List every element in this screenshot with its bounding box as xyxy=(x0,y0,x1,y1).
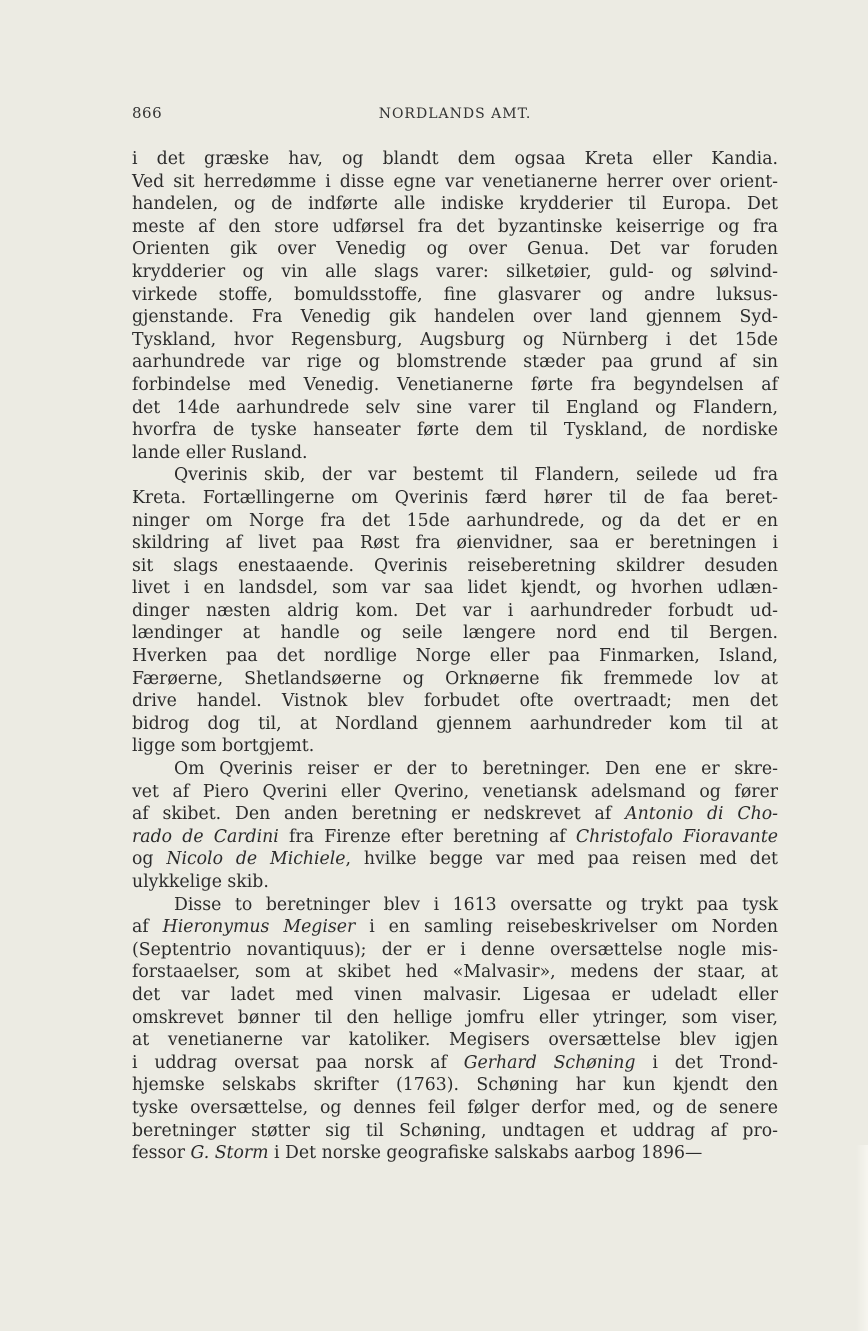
text-line: gjenstande. Fra Venedig gik handelen over land gjennem Syd- xyxy=(132,307,778,328)
text-line: i uddrag oversat paa norsk af Gerhard Schøning i det Trond- xyxy=(132,1052,778,1073)
text-line: Om Qverinis reiser er der to beretninger. Den ene er skre- xyxy=(174,759,778,780)
text-line: Hverken paa det nordlige Norge eller paa Finmarken, Island, xyxy=(132,646,778,667)
italic-name: Gerhard Schøning xyxy=(463,1052,636,1073)
text-line: Qverinis skib, der var bestemt til Flandern, seilede ud fra xyxy=(174,465,778,486)
italic-name: Hieronymus Megiser xyxy=(162,917,356,938)
text-line: livet i en landsdel, som var saa lidet kjendt, og hvorhen udlæn- xyxy=(132,578,778,599)
text-line: forbindelse med Venedig. Venetianerne førte fra begyndelsen af xyxy=(132,374,778,395)
text-line: ninger om Norge fra det 15de aarhundrede, og da det er en xyxy=(132,510,778,531)
text-line: Disse to beretninger blev i 1613 oversatte og trykt paa tysk xyxy=(174,894,778,915)
text-line: Kreta. Fortællingerne om Qverinis færd hører til de faa beret- xyxy=(132,487,778,508)
text-line: sit slags enestaaende. Qverinis reiseberetning skildrer desuden xyxy=(132,555,778,576)
text-line: af skibet. Den anden beretning er nedskrevet af Antonio di Cho- xyxy=(132,804,778,825)
text-line: det 14de aarhundrede selv sine varer til England og Flandern, xyxy=(132,397,778,418)
italic-name: Christofalo Fioravante xyxy=(575,826,778,847)
page-edge-shadow xyxy=(856,1145,868,1331)
text-line: lændinger at handle og seile længere nord end til Bergen. xyxy=(132,623,778,644)
text-line: skildring af livet paa Røst fra øienvidner, saa er beretningen i xyxy=(132,533,778,554)
text-line: fessor G. Storm i Det norske geografiske salskabs aarbog 1896— xyxy=(132,1143,703,1164)
italic-name: G. Storm xyxy=(190,1143,269,1164)
text-line: drive handel. Vistnok blev forbudet ofte overtraadt; men det xyxy=(132,691,778,712)
text-line: tyske oversættelse, og dennes feil følger derfor med, og de senere xyxy=(132,1097,778,1118)
text-line: handelen, og de indførte alle indiske krydderier til Europa. Det xyxy=(132,194,778,215)
text-line: vet af Piero Qverini eller Qverino, venetiansk adelsmand og fører xyxy=(132,781,778,802)
text-line: krydderier og vin alle slags varer: silketøier, guld- og sølvind- xyxy=(132,261,778,282)
italic-name: Nicolo de Michiele xyxy=(166,849,346,870)
text-line: aarhundrede var rige og blomstrende stæder paa grund af sin xyxy=(132,352,778,373)
page-number: 866 xyxy=(132,104,163,122)
text-line: bidrog dog til, at Nordland gjennem aarhundreder kom til at xyxy=(132,713,778,734)
text-line: Tyskland, hvor Regensburg, Augsburg og Nürnberg i det 15de xyxy=(132,329,778,350)
text-line: i det græske hav, og blandt dem ogsaa Kreta eller Kandia. xyxy=(132,149,778,169)
text-line: Ved sit herredømme i disse egne var venetianerne herrer over orient- xyxy=(132,171,778,192)
text-line: omskrevet bønner til den hellige jomfru eller ytringer, som viser, xyxy=(132,1007,778,1028)
text-line: hvorfra de tyske hanseater førte dem til Tyskland, de nordiske xyxy=(132,420,778,441)
italic-name: rado de Cardini xyxy=(132,826,279,847)
text-line: forstaaelser, som at skibet hed «Malvasir», medens der staar, at xyxy=(132,962,778,983)
text-line: at venetianerne var katoliker. Megisers oversættelse blev igjen xyxy=(132,1030,778,1051)
body-text xyxy=(132,148,778,1165)
text-line: hjemske selskabs skrifter (1763). Schøning har kun kjendt den xyxy=(132,1075,778,1096)
text-line: (Septentrio novantiquus); der er i denne oversættelse nogle mis- xyxy=(132,939,778,960)
text-line: af Hieronymus Megiser i en samling reisebeskrivelser om Norden xyxy=(132,917,779,938)
text-line: ulykkelige skib. xyxy=(132,872,269,892)
running-title: NORDLANDS AMT. xyxy=(378,106,532,122)
text-line: virkede stoffe, bomuldsstoffe, fine glasvarer og andre luksus- xyxy=(132,284,778,305)
paragraph-container xyxy=(132,148,778,1165)
text-line: meste af den store udførsel fra det byzantinske keiserrige og fra xyxy=(132,216,778,237)
text-line: og Nicolo de Michiele, hvilke begge var med paa reisen med det xyxy=(132,849,778,870)
text-line: dinger næsten aldrig kom. Det var i aarhundreder forbudt ud- xyxy=(132,600,778,621)
text-line: Orienten gik over Venedig og over Genua. Det var foruden xyxy=(132,239,778,260)
text-line: lande eller Rusland. xyxy=(132,442,308,463)
text-line: ligge som bortgjemt. xyxy=(132,736,315,757)
text-line: Færøerne, Shetlandsøerne og Orknøerne fik fremmede lov at xyxy=(132,668,778,689)
text-line: det var ladet med vinen malvasir. Ligesaa er udeladt eller xyxy=(132,984,778,1005)
text-line: beretninger støtter sig til Schøning, undtagen et uddrag af pro- xyxy=(132,1120,778,1141)
text-line: rado de Cardini fra Firenze efter beretning af Christofalo Fioravante xyxy=(132,826,778,847)
italic-name: Antonio di Cho- xyxy=(625,804,778,825)
